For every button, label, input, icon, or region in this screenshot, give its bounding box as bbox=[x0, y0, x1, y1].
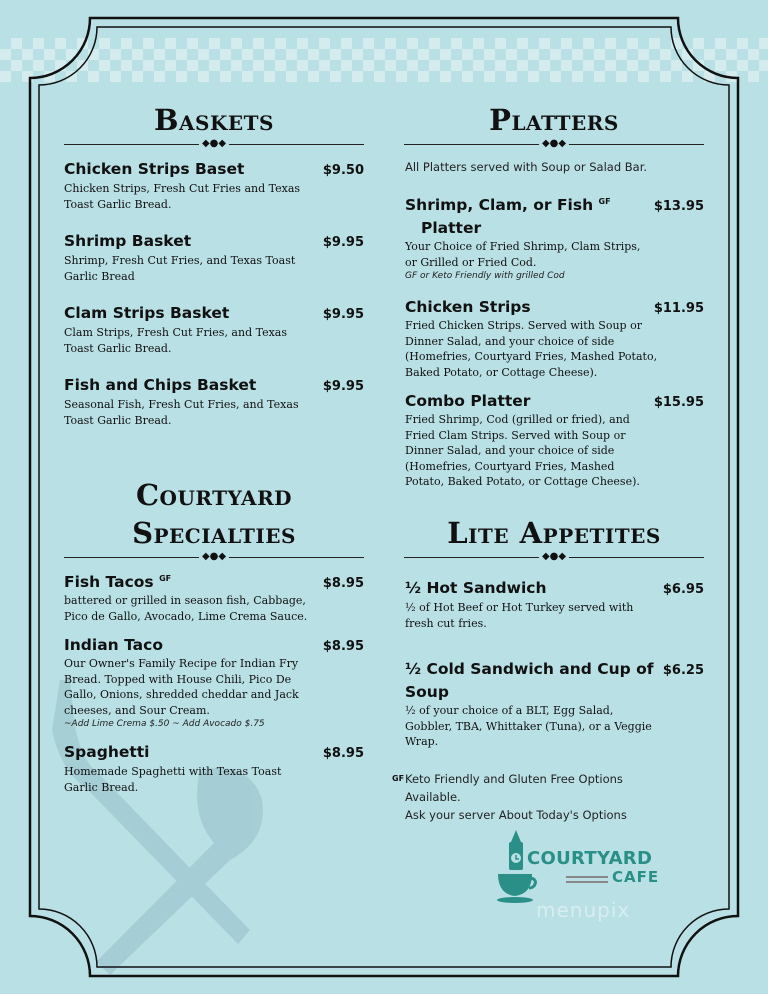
specialties-heading-line1: Courtyard bbox=[135, 478, 293, 512]
specialty-item-note: ~Add Lime Crema $.50 ~ Add Avocado $.75 bbox=[64, 719, 265, 729]
platters-heading: Platters bbox=[489, 103, 619, 137]
specialty-item-desc: Homemade Spaghetti with Texas Toast Garlic Bread. bbox=[64, 765, 282, 794]
platter-item-price: $11.95 bbox=[653, 301, 704, 316]
basket-item-name: Clam Strips Basket bbox=[64, 304, 230, 322]
specialty-item-price: $8.95 bbox=[322, 576, 364, 591]
footer-line3: Ask your server About Today's Options bbox=[405, 808, 627, 822]
specialties-divider: ◆●◆ bbox=[64, 551, 364, 563]
specialty-item-name: Spaghetti bbox=[64, 743, 150, 761]
basket-item-price: $9.95 bbox=[322, 235, 364, 250]
footer-line1: Keto Friendly and Gluten Free Options bbox=[405, 772, 623, 786]
specialty-item-price: $8.95 bbox=[322, 639, 364, 654]
logo-word-courtyard: COURTYARD bbox=[527, 848, 653, 869]
baskets-divider: ◆●◆ bbox=[64, 138, 364, 150]
platter-item-desc: Your Choice of Fried Shrimp, Clam Strips, or Grilled or Fried Cod. bbox=[405, 240, 641, 269]
specialty-item-price: $8.95 bbox=[322, 746, 364, 761]
specialty-item-name: Fish Tacos $^{GF}$ bbox=[64, 573, 172, 591]
platter-item-name: Shrimp, Clam, or Fish $^{GF}$ bbox=[405, 196, 611, 214]
specialty-item-name: Indian Taco bbox=[64, 636, 163, 654]
lite-item-name-line2: Soup bbox=[405, 683, 449, 701]
lite-item-price: $6.25 bbox=[662, 663, 704, 678]
basket-item-name: Fish and Chips Basket bbox=[64, 376, 257, 394]
lite-item-desc: ½ of your choice of a BLT, Egg Salad, Gobbler, TBA, Whittaker (Tuna), or a Veggie Wrap. bbox=[405, 704, 652, 748]
platter-item-desc: Fried Shrimp, Cod (grilled or fried), and Fried Clam Strips. Served with Soup or Dinner Salad, and your choice of side (Homefries, Courtyard Fries, Mashed Potato, Baked Potato, or Cottage Cheese). bbox=[405, 413, 640, 488]
platter-item-price: $13.95 bbox=[653, 199, 704, 214]
lite-item-desc: ½ of Hot Beef or Hot Turkey served with fresh cut fries. bbox=[405, 601, 634, 630]
gf-mark: GF bbox=[598, 196, 611, 206]
basket-item-desc: Clam Strips, Fresh Cut Fries, and Texas Toast Garlic Bread. bbox=[64, 326, 288, 355]
lite-divider: ◆●◆ bbox=[404, 551, 704, 563]
basket-item-desc: Seasonal Fish, Fresh Cut Fries, and Texas Toast Garlic Bread. bbox=[64, 398, 299, 427]
basket-item-name: Shrimp Basket bbox=[64, 232, 192, 250]
basket-item-price: $9.95 bbox=[322, 307, 364, 322]
utensils-logo-icon bbox=[566, 874, 610, 886]
menupix-watermark: menupix bbox=[536, 898, 631, 922]
specialties-heading-line2: Specialties bbox=[132, 516, 296, 550]
logo-word-cafe: CAFE bbox=[612, 868, 660, 886]
platters-intro: All Platters served with Soup or Salad Bar. bbox=[405, 160, 648, 174]
lite-item-name: ½ Cold Sandwich and Cup of bbox=[405, 660, 654, 678]
basket-item-desc: Chicken Strips, Fresh Cut Fries and Texas Toast Garlic Bread. bbox=[64, 182, 301, 211]
lite-heading: Lite Appetites bbox=[447, 516, 661, 550]
platter-item-desc: Fried Chicken Strips. Served with Soup or Dinner Salad, and your choice of side (Homefries, Courtyard Fries, Mashed Potato, Baked Potato, or Cottage Cheese). bbox=[405, 319, 658, 379]
specialty-item-desc: battered or grilled in season fish, Cabbage, Pico de Gallo, Avocado, Lime Crema Sauce. bbox=[64, 594, 308, 623]
platter-item-note: GF or Keto Friendly with grilled Cod bbox=[405, 271, 565, 281]
platter-item-name: Chicken Strips bbox=[405, 298, 531, 316]
platter-item-name: Combo Platter bbox=[405, 392, 531, 410]
baskets-heading: Baskets bbox=[154, 103, 274, 137]
platters-divider: ◆●◆ bbox=[404, 138, 704, 150]
platter-item-name-line2: Platter bbox=[421, 219, 482, 237]
lite-item-name: ½ Hot Sandwich bbox=[405, 579, 547, 597]
platter-item-price: $15.95 bbox=[653, 395, 704, 410]
lite-item-price: $6.95 bbox=[662, 582, 704, 597]
specialty-item-desc: Our Owner's Family Recipe for Indian Fry Bread. Topped with House Chili, Pico De Gallo, Onions, shredded cheddar and Jack cheeses, and Sour Cream. bbox=[64, 657, 299, 717]
gf-mark: GF bbox=[159, 573, 172, 583]
basket-item-price: $9.95 bbox=[322, 379, 364, 394]
footer-line2: Available. bbox=[405, 790, 461, 804]
gf-mark: GF bbox=[392, 774, 405, 783]
basket-item-price: $9.50 bbox=[322, 163, 364, 178]
basket-item-name: Chicken Strips Baset bbox=[64, 160, 245, 178]
basket-item-desc: Shrimp, Fresh Cut Fries, and Texas Toast Garlic Bread bbox=[64, 254, 296, 283]
